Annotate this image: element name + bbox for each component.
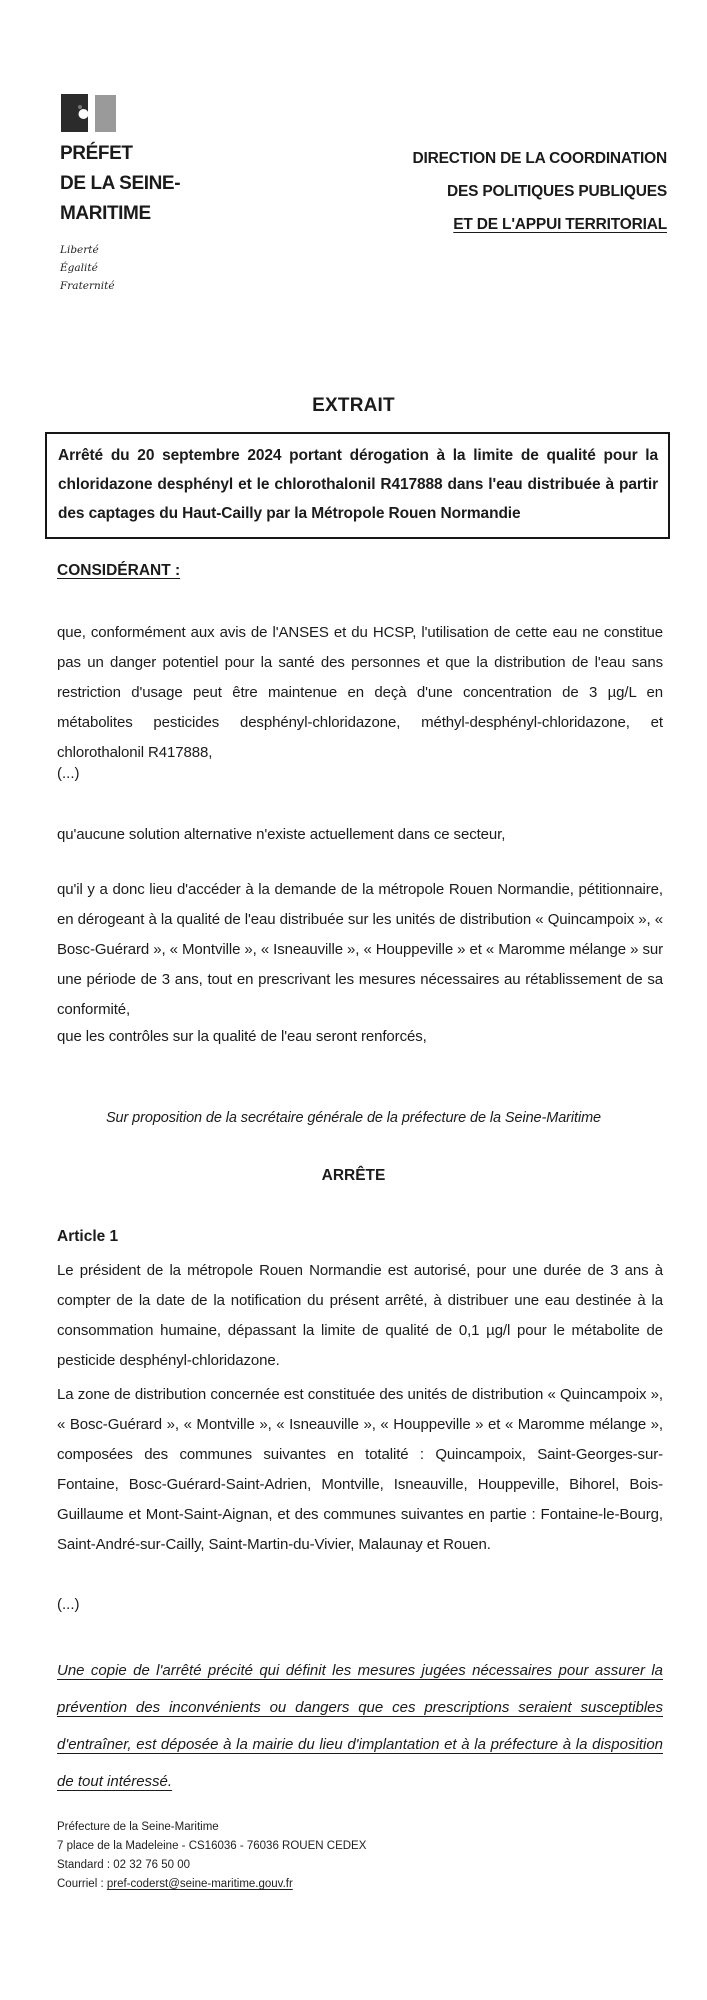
prefect-brand-line: PRÉFET (60, 143, 133, 164)
document-kind-title: EXTRAIT (312, 395, 395, 416)
prefecture-footer (57, 1818, 366, 1894)
prefect-brand (60, 139, 180, 229)
motto-line: Fraternité (60, 280, 115, 292)
direction-line: ET DE L'APPUI TERRITORIAL (453, 216, 667, 233)
contact-email-link[interactable]: pref-coderst@seine-maritime.gouv.fr (106, 1878, 293, 1890)
prefecture-header-block (60, 93, 180, 295)
motto-line: Liberté (60, 244, 99, 256)
considerant-paragraph: qu'aucune solution alternative n'existe actuellement dans ce secteur, (57, 826, 506, 843)
direction-line: DIRECTION DE LA COORDINATION (412, 150, 667, 167)
footer-email-label: Courriel : (57, 1878, 107, 1890)
motto-line: Égalité (60, 262, 98, 274)
copy-deposit-notice: Une copie de l'arrêté précité qui définit les mesures jugées nécessaires pour assurer la prévention des inconvénients ou dangers que ces prescriptions seraient susceptibles d'entraîner, est déposée à la mairie du lieu d'implantation et à la préfecture à la disposition de tout intéressé. (57, 1662, 663, 1790)
considerant-heading: CONSIDÉRANT : (57, 562, 181, 579)
footer-line: Standard : 02 32 76 50 00 (57, 1859, 190, 1871)
prefect-brand-line: DE LA SEINE- (60, 173, 181, 194)
marianne-flag-icon (60, 93, 124, 135)
considerant-paragraph: que, conformément aux avis de l'ANSES et du HCSP, l'utilisation de cette eau ne constitue pas un danger potentiel pour la santé des personnes et que la distribution de l'eau sans restriction d'usage peut être maintenue en deçà d'une concentration de 3 µg/L en métabolites pesticides desphényl-chloridazone, méthyl-desphényl-chloridazone, et chlorothalonil R417888, (57, 624, 663, 761)
decree-title-box: Arrêté du 20 septembre 2024 portant dérogation à la limite de qualité pour la chloridazone desphényl et le chlorothalonil R417888 dans l'eau distribuée à partir des captages du Haut-Cailly par la Métropole Rouen Normandie (45, 432, 670, 539)
arrete-heading: ARRÊTE (321, 1167, 386, 1184)
footer-line: Préfecture de la Seine-Maritime (57, 1821, 219, 1833)
republic-motto (60, 241, 180, 295)
article1-heading: Article 1 (57, 1228, 119, 1245)
ellipsis-marker: (...) (57, 765, 80, 782)
footer-email-line (57, 1875, 366, 1894)
proposition-line: Sur proposition de la secrétaire générale de la préfecture de la Seine-Maritime (105, 1110, 602, 1126)
ellipsis-marker: (...) (57, 1596, 80, 1613)
direction-header (413, 142, 667, 241)
considerant-paragraph: qu'il y a donc lieu d'accéder à la demande de la métropole Rouen Normandie, pétitionnaire, en dérogeant à la qualité de l'eau distribuée sur les unités de distribution « Quincampoix », « Bosc-Guérard », « Montville », « Isneauville », « Houppeville » et « Maromme mélange » sur une période de 3 ans, tout en prescrivant les mesures nécessaires au rétablissement de sa conformité, (57, 881, 663, 1018)
direction-line: DES POLITIQUES PUBLIQUES (447, 183, 667, 200)
article1-paragraph: La zone de distribution concernée est constituée des unités de distribution « Quincampoix », « Bosc-Guérard », « Montville », « Isneauville », « Houppeville » et « Maromme mélange », composées des communes suivantes en totalité : Quincampoix, Saint-Georges-sur-Fontaine, Bosc-Guérard-Saint-Adrien, Montville, Isneauville, Houppeville, Bihorel, Bois-Guillaume et Mont-Saint-Aignan, et des communes suivantes en partie : Fontaine-le-Bourg, Saint-André-sur-Cailly, Saint-Martin-du-Vivier, Malaunay et Rouen. (57, 1386, 663, 1553)
considerant-paragraph: que les contrôles sur la qualité de l'eau seront renforcés, (57, 1028, 427, 1045)
prefect-brand-line: MARITIME (60, 203, 151, 224)
footer-line: 7 place de la Madeleine - CS16036 - 76036 ROUEN CEDEX (57, 1840, 367, 1852)
article1-paragraph: Le président de la métropole Rouen Normandie est autorisé, pour une durée de 3 ans à compter de la date de la notification du présent arrêté, à distribuer une eau destinée à la consommation humaine, dépassant la limite de qualité de 0,1 µg/l pour le métabolite de pesticide desphényl-chloridazone. (57, 1262, 663, 1369)
